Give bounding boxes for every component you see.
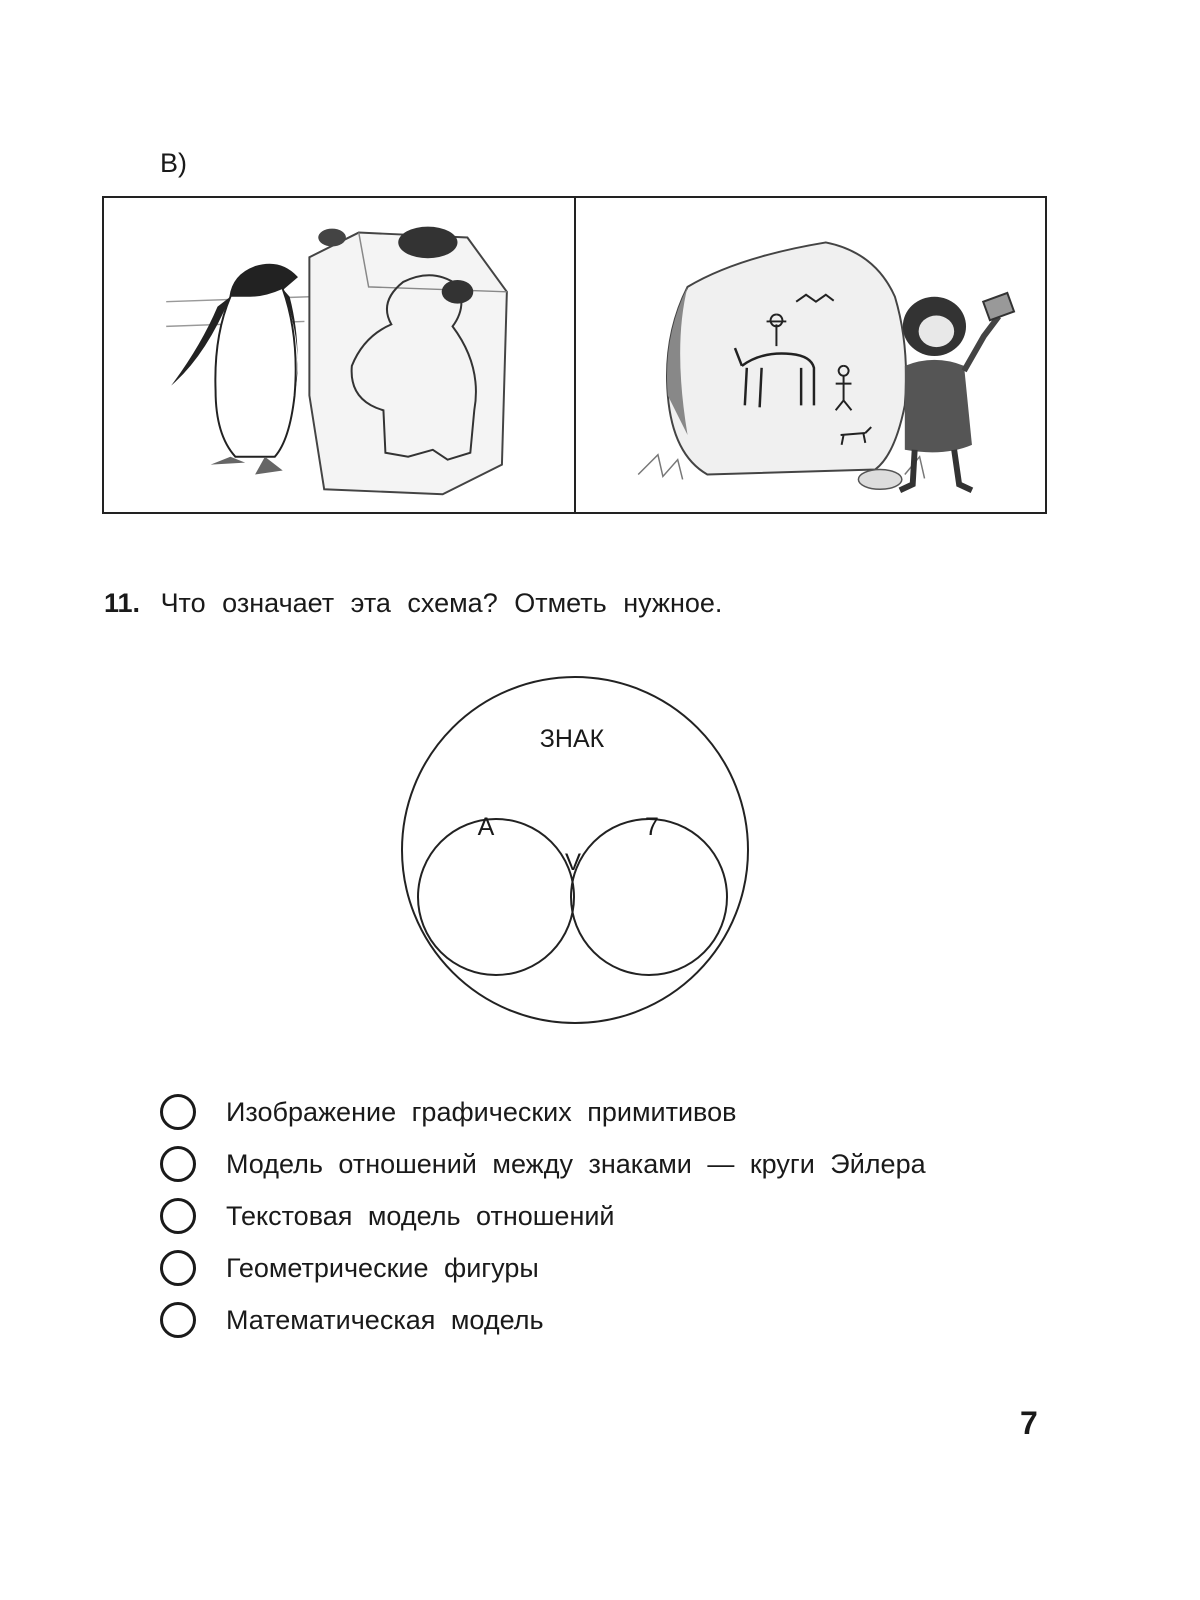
penguins-ice-drawing-icon [104, 198, 574, 512]
option-label: Математическая модель [226, 1304, 544, 1335]
intersection-label: V [564, 849, 582, 876]
option-euler-circles[interactable] [160, 1138, 926, 1190]
radio-circle-icon[interactable] [160, 1146, 196, 1182]
radio-circle-icon[interactable] [160, 1198, 196, 1234]
option-graphic-primitives[interactable] [160, 1086, 926, 1138]
euler-diagram [390, 665, 760, 1035]
option-label: Геометрические фигуры [226, 1252, 539, 1283]
option-math-model[interactable] [160, 1294, 926, 1346]
left-circle [418, 819, 574, 975]
option-label: Изображение графических примитивов [226, 1096, 737, 1127]
caveman-rock-painting-icon [576, 198, 1045, 512]
question-11 [104, 588, 722, 619]
illustration-frame [102, 196, 1047, 514]
radio-circle-icon[interactable] [160, 1094, 196, 1130]
answer-options [160, 1086, 926, 1346]
option-text-model[interactable] [160, 1190, 926, 1242]
option-label: Модель отношений между знаками — круги Эйлера [226, 1148, 926, 1179]
radio-circle-icon[interactable] [160, 1302, 196, 1338]
question-number: 11. [104, 588, 141, 618]
question-text: Что означает эта схема? Отметь нужное. [160, 588, 723, 618]
left-circle-label: А [477, 813, 495, 841]
option-geometric-figures[interactable] [160, 1242, 926, 1294]
page-number: 7 [1020, 1405, 1038, 1441]
illustration-caveman [576, 198, 1045, 512]
radio-circle-icon[interactable] [160, 1250, 196, 1286]
section-label: В) [160, 148, 187, 178]
option-label: Текстовая модель отношений [226, 1200, 615, 1231]
illustration-penguins [104, 198, 574, 512]
right-circle [571, 819, 727, 975]
outer-circle-label: ЗНАК [539, 725, 605, 753]
right-circle-label: 7 [645, 813, 659, 841]
